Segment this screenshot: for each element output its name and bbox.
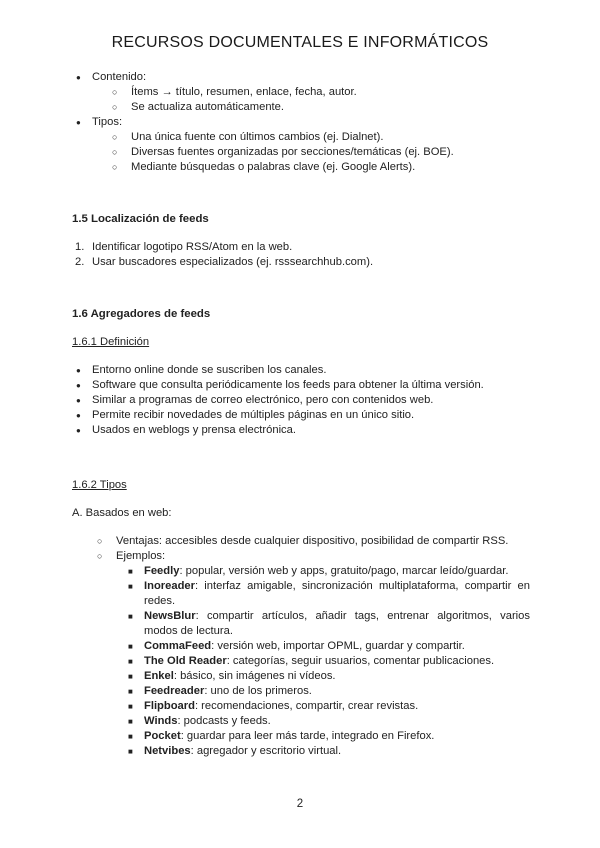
list-item-text: Diversas fuentes organizadas por secciones/temáticas (ej. BOE).	[131, 146, 454, 158]
list-item-text: Similar a programas de correo electrónico, pero con contenidos web.	[92, 394, 434, 406]
example-desc: : categorías, seguir usuarios, comentar publicaciones.	[226, 655, 495, 667]
example-desc: : popular, versión web y apps, gratuito/pago, marcar leído/guardar.	[179, 565, 509, 577]
example-name: Netvibes	[144, 745, 191, 757]
list-item	[72, 115, 530, 130]
list-item	[72, 145, 530, 160]
example-desc: : básico, sin imágenes ni vídeos.	[173, 670, 336, 682]
list-item-text: Mediante búsquedas o palabras clave (ej. Google Alerts).	[131, 161, 416, 173]
list-item-text: Usados en weblogs y prensa electrónica.	[92, 424, 296, 436]
list-number: 2.	[75, 256, 85, 268]
example-item	[72, 744, 530, 759]
example-name: Flipboard	[144, 700, 195, 712]
list-item	[72, 85, 530, 100]
list-item	[72, 255, 530, 270]
example-name: Pocket	[144, 730, 181, 742]
list-item	[72, 423, 530, 438]
list-item	[72, 534, 530, 549]
example-desc: : podcasts y feeds.	[177, 715, 271, 727]
list-item	[72, 160, 530, 175]
tipos-list	[72, 534, 530, 759]
list-item-text: Usar buscadores especializados (ej. rsssearchhub.com).	[92, 256, 374, 268]
example-desc: : compartir artículos, añadir tags, entrenar algoritmos, varios modos de lectura.	[144, 610, 530, 637]
list-item-text: Entorno online donde se suscriben los canales.	[92, 364, 327, 376]
example-item	[72, 714, 530, 729]
list-item	[72, 378, 530, 393]
example-name: Inoreader	[144, 580, 195, 592]
list-item-text: Software que consulta periódicamente los feeds para obtener la última versión.	[92, 379, 484, 391]
list-item	[72, 70, 530, 85]
list-item	[72, 100, 530, 115]
list-item-text: Permite recibir novedades de múltiples páginas en un único sitio.	[92, 409, 415, 421]
page-number: 2	[296, 798, 304, 810]
list-item-text: Ítems → título, resumen, enlace, fecha, autor.	[131, 86, 357, 98]
example-desc: : agregador y escritorio virtual.	[190, 745, 342, 757]
example-item	[72, 579, 530, 609]
tipos-label: Tipos:	[92, 116, 123, 128]
ventajas-text: Ventajas: accesibles desde cualquier dispositivo, posibilidad de compartir RSS.	[116, 535, 509, 547]
example-name: Winds	[144, 715, 178, 727]
section-heading-1-6: 1.6 Agregadores de feeds	[72, 308, 211, 320]
list-item-text: Identificar logotipo RSS/Atom en la web.	[92, 241, 293, 253]
list-item	[72, 549, 530, 564]
list-item	[72, 363, 530, 378]
example-item	[72, 729, 530, 744]
example-item	[72, 669, 530, 684]
list-item	[72, 408, 530, 423]
list-item	[72, 393, 530, 408]
definicion-list	[72, 363, 530, 438]
list-item	[72, 130, 530, 145]
example-desc: : uno de los primeros.	[204, 685, 312, 697]
example-desc: : recomendaciones, compartir, crear revistas.	[194, 700, 419, 712]
example-name: Feedreader	[144, 685, 205, 697]
example-name: Enkel	[144, 670, 174, 682]
list-number: 1.	[75, 241, 85, 253]
example-name: The Old Reader	[144, 655, 227, 667]
example-desc: : guardar para leer más tarde, integrado en Firefox.	[180, 730, 435, 742]
page-header-title: RECURSOS DOCUMENTALES E INFORMÁTICOS	[111, 34, 489, 51]
example-name: Feedly	[144, 565, 180, 577]
subsection-heading-1-6-1: 1.6.1 Definición	[72, 336, 150, 348]
ejemplos-label: Ejemplos:	[116, 550, 166, 562]
list-item	[72, 240, 530, 255]
localizacion-list	[72, 240, 530, 270]
example-name: CommaFeed	[144, 640, 212, 652]
basados-en-web-label: A. Basados en web:	[72, 507, 172, 519]
example-item	[72, 654, 530, 669]
example-item	[72, 684, 530, 699]
list-item-text: Una única fuente con últimos cambios (ej. Dialnet).	[131, 131, 384, 143]
page-content	[72, 70, 530, 759]
example-name: NewsBlur	[144, 610, 196, 622]
example-desc: : versión web, importar OPML, guardar y compartir.	[211, 640, 465, 652]
example-item	[72, 639, 530, 654]
top-list	[72, 70, 530, 175]
section-heading-1-5: 1.5 Localización de feeds	[72, 213, 209, 225]
contenido-label: Contenido:	[92, 71, 147, 83]
subsection-heading-1-6-2: 1.6.2 Tipos	[72, 479, 127, 491]
list-item-text: Se actualiza automáticamente.	[131, 101, 284, 113]
example-item	[72, 699, 530, 714]
example-desc: : interfaz amigable, sincronización multiplataforma, compartir en redes.	[144, 580, 530, 607]
example-item	[72, 564, 530, 579]
example-item	[72, 609, 530, 639]
